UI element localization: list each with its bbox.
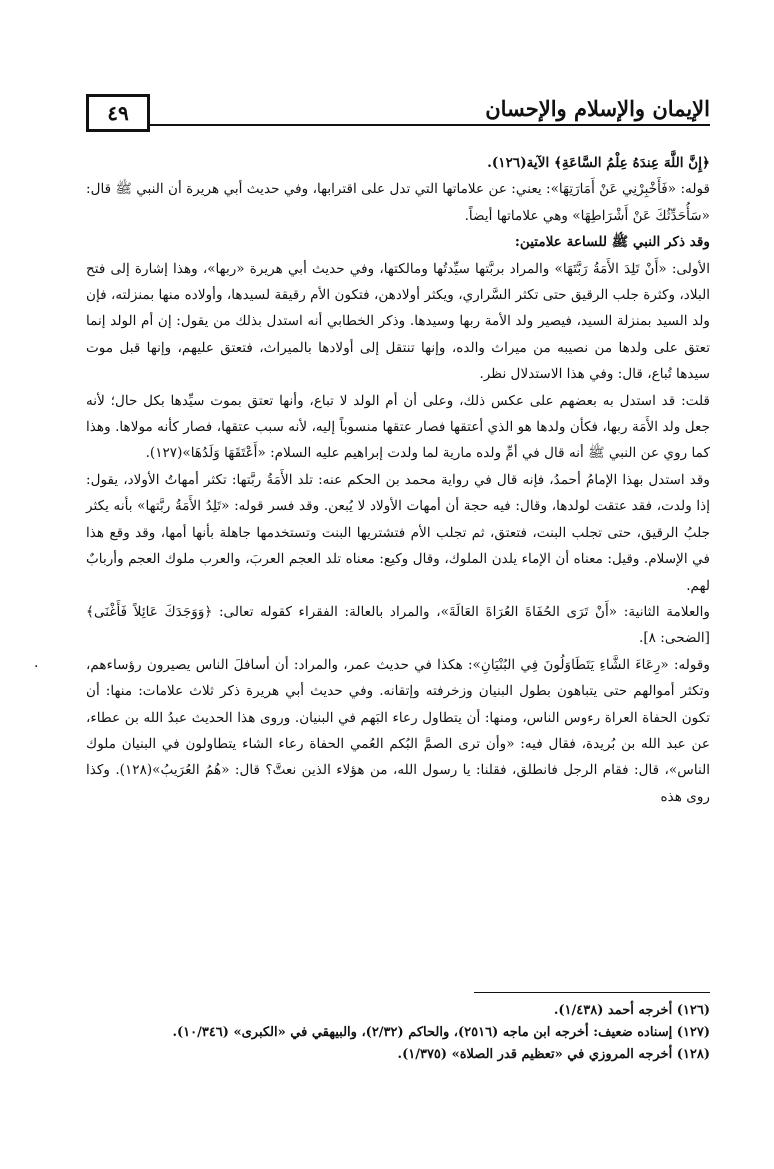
- footnote-rule: [474, 992, 710, 993]
- footnote-128: (١٢٨) أخرجه المروزي في «تعظيم قدر الصلاة» (١/٣٧٥).: [397, 1047, 710, 1062]
- footnotes: [86, 1000, 710, 1066]
- paragraph-shepherds: وقوله: «رِعَاءَ الشَّاءِ يَتَطَاوَلُونَ فِي البُنْيَانِ»: هكذا في حديث عمر، والمراد: أن أسافلَ الناس يصيرون رؤساءهم، وتكثر أموالهم حتى يتباهون بطول البنيان وزخرفته وإتقانه. وفي حديث أبي هريرة ذكر ثلاث علامات: منها: أن تكون الحفاة العراة رءوس الناس، ومنها: أن يتطاول رعاء البَهم في البنيان. وروى هذا الحديث عبدُ الله بن عطاء، عن عبد الله بن بُريدة، فقال فيه: «وأن ترى الصمَّ البُكم العُمي الحفاة رعاء الشاء يتطاولون في البنيان ملوك الناس»، قال: فقام الرجل فانطلق، فقلنا: يا رسول الله، من هؤلاء الذين نعتَّ؟ قال: «هُمُ العُرَيبُ»(١٢٨). وكذا روى هذه: [86, 656, 710, 805]
- paragraph-two-signs: وقد ذكر النبي ﷺ للساعة علامتين:: [514, 234, 710, 251]
- header-rule: [148, 124, 710, 126]
- paragraph-qultu: قلت: قد استدل به بعضهم على عكس ذلك، وعلى أن أم الولد لا تباع، وأنها تعتق بموت سيِّدها بكل حال؛ لأنه جعل ولد الأَمَة ربها، فكأن ولدها هو الذي أعتقها فصار عتقها منسوباً إليه، لأنه سبب عتقها، فصار كأنه مولاها. وهذا كما روي عن النبي ﷺ أنه قال في أمِّ ولده مارية لما ولدت إبراهيم عليه السلام: «أَعْتَقَهَا وَلَدُهَا»(١٢٧).: [86, 392, 710, 462]
- page-body: [86, 150, 710, 810]
- footnote-127: (١٢٧) إسناده ضعيف: أخرجه ابن ماجه (٢٥١٦)، والحاكم (٢/٣٢)، والبيهقي في «الكبرى» (١٠/٣٤٦).: [172, 1025, 710, 1040]
- page-number: ٤٩: [86, 94, 150, 132]
- page-header: [86, 94, 710, 130]
- paragraph-amarat: قوله: «فَأَخْبِرْنِي عَنْ أَمَارَتِهَا»: يعني: عن علاماتها التي تدل على اقترابها، وفي حديث أبي هريرة أن النبي ﷺ قال: «سَأُحَدِّثُكَ عَنْ أَشْرَاطِهَا» وهي علاماتها أيضاً.: [86, 181, 710, 224]
- paragraph-first-sign: الأولى: «أَنْ تَلِدَ الأَمَةُ رَبَّتَهَا» والمراد بربَّتها سيِّدتُها ومالكتها، وفي حديث أبي هريرة «ربها»، وهذا إشارة إلى فتح البلاد، وكثرة جلب الرقيق حتى تكثر السَّراري، ويكثر أولادهن، فتكون الأم رقيقة لسيدها، وأولاده منها بمنزلته، فإن ولد السيد بمنزلة السيد، فيصير ولد الأمة ربها وسيدها. وذكر الخطابي أنه استدل بذلك من يقول: إن أم الولد إنما تعتق على ولدها من نصيبه من ميراث والده، وإنها تنتقل إلى أولادها بالميراث، فتعتق عليهم، وإنها قبل موت سيدها تُباع، قال: وفي هذا الاستدلال نظر.: [86, 260, 710, 383]
- verse-line: ﴿إِنَّ اللَّهَ عِندَهُ عِلْمُ السَّاعَةِ﴾ الآية(١٢٦).: [487, 155, 710, 171]
- margin-mark: .: [34, 655, 39, 671]
- paragraph-ahmad: وقد استدل بهذا الإمامُ أحمدُ، فإنه قال في رواية محمد بن الحكم عنه: تلد الأَمَةُ ربَّتها: تكثر أمهاتُ الأولاد، يقول: إذا ولدت، فقد عتقت لولدها، وقال: فيه حجة أن أمهات الأولاد لا يُبعن. وقد فسر قوله: «تَلِدُ الأَمَةُ ربَّتها» بأنه يكثر جلبُ الرقيق، حتى تجلب البنت، فتعتق، ثم تجلب الأم فتشتريها البنت وتستخدمها جاهلة بأنها أمها، وقد وقع هذا في الإسلام. وقيل: معناه أن الإماء يلدن الملوك، وقال وكيع: معناه تلد العجم العربَ، والعرب ملوك العجم وأربابٌ لهم.: [86, 471, 710, 594]
- running-title: الإيمان والإسلام والإحسان: [485, 96, 710, 121]
- footnote-126: (١٢٦) أخرجه أحمد (١/٤٣٨).: [553, 1003, 710, 1018]
- paragraph-second-sign: والعلامة الثانية: «أَنْ تَرَى الحُفَاةَ العُرَاةَ العَالَةَ»، والمراد بالعالة: الفقراء كقوله تعالى: ﴿وَوَجَدَكَ عَائِلاً فَأَغْنَى﴾ [الضحى: ٨].: [86, 603, 710, 647]
